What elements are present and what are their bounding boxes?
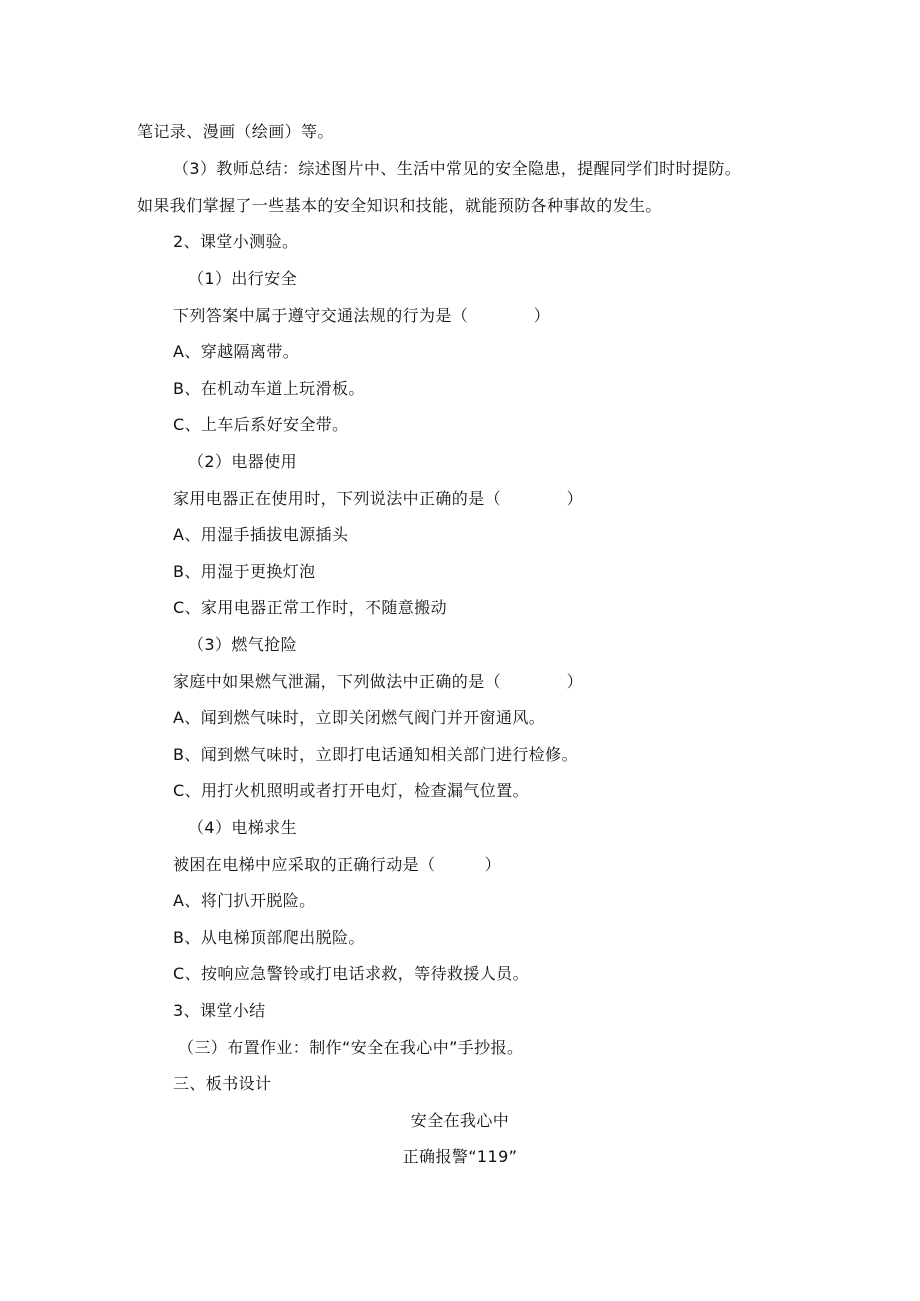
answer-option: A、将门扒开脱险。 [173, 891, 316, 910]
subsection-heading: （2）电器使用 [188, 452, 297, 471]
text-line: 如果我们掌握了一些基本的安全知识和技能，就能预防各种事故的发生。 [137, 196, 662, 215]
answer-option: B、在机动车道上玩滑板。 [173, 379, 365, 398]
answer-option: A、穿越隔离带。 [173, 342, 300, 361]
question-text: 家庭中如果燃气泄漏，下列做法中正确的是（ ） [173, 672, 584, 691]
answer-option: A、用湿手插拔电源插头 [173, 525, 349, 544]
answer-option: C、上车后系好安全带。 [173, 415, 349, 434]
answer-option: C、用打火机照明或者打开电灯，检查漏气位置。 [173, 781, 529, 800]
board-design-title: 安全在我心中 [410, 1111, 510, 1130]
board-design-subtitle: 正确报警“119” [402, 1147, 518, 1166]
answer-option: B、闻到燃气味时，立即打电话通知相关部门进行检修。 [173, 745, 578, 764]
section-heading: 2、课堂小测验。 [173, 232, 299, 251]
section-heading: 三、板书设计 [173, 1074, 272, 1093]
section-heading: 3、课堂小结 [173, 1001, 266, 1020]
subsection-heading: （1）出行安全 [188, 269, 297, 288]
answer-option: C、按响应急警铃或打电话求救，等待救援人员。 [173, 964, 529, 983]
question-text: 被困在电梯中应采取的正确行动是（ ） [173, 855, 502, 874]
question-text: 下列答案中属于遵守交通法规的行为是（ ） [173, 306, 551, 325]
question-text: 家用电器正在使用时，下列说法中正确的是（ ） [173, 489, 584, 508]
homework-text: （三）布置作业：制作“安全在我心中”手抄报。 [178, 1038, 524, 1057]
text-line: （3）教师总结：综述图片中、生活中常见的安全隐患，提醒同学们时时提防。 [173, 159, 742, 178]
text-line: 笔记录、漫画（绘画）等。 [137, 122, 334, 141]
answer-option: A、闻到燃气味时，立即关闭燃气阀门并开窗通风。 [173, 708, 546, 727]
answer-option: C、家用电器正常工作时，不随意搬动 [173, 598, 447, 617]
subsection-heading: （3）燃气抢险 [188, 635, 297, 654]
subsection-heading: （4）电梯求生 [188, 818, 297, 837]
answer-option: B、用湿于更换灯泡 [173, 562, 316, 581]
answer-option: B、从电梯顶部爬出脱险。 [173, 928, 365, 947]
